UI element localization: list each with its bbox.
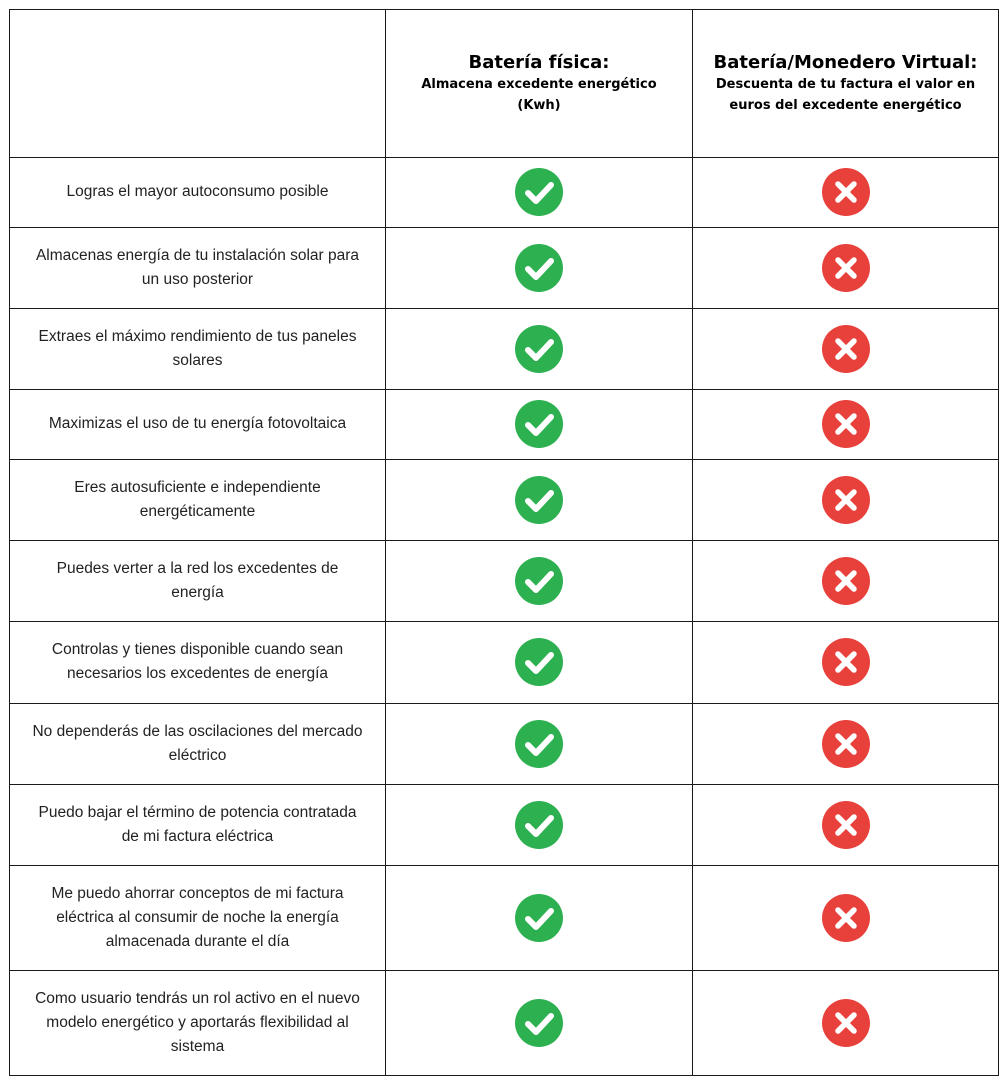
x-circle-icon bbox=[821, 998, 871, 1048]
table-row bbox=[10, 158, 999, 228]
feature-label: Puedo bajar el término de potencia contratada de mi factura eléctrica bbox=[10, 784, 386, 865]
virtual-cell bbox=[693, 459, 999, 540]
comparison-table bbox=[9, 9, 999, 1076]
check-circle-icon bbox=[514, 324, 564, 374]
feature-label: Maximizas el uso de tu energía fotovoltaica bbox=[10, 390, 386, 460]
comparison-body bbox=[10, 158, 999, 1076]
physical-cell bbox=[386, 622, 693, 703]
check-circle-icon bbox=[514, 243, 564, 293]
check-circle-icon bbox=[514, 893, 564, 943]
virtual-cell bbox=[693, 784, 999, 865]
header-physical-battery bbox=[386, 10, 693, 158]
table-row bbox=[10, 703, 999, 784]
physical-cell bbox=[386, 390, 693, 460]
physical-cell bbox=[386, 541, 693, 622]
x-circle-icon bbox=[821, 637, 871, 687]
x-circle-icon bbox=[821, 719, 871, 769]
feature-label: Me puedo ahorrar conceptos de mi factura eléctrica al consumir de noche la energía almacenada durante el día bbox=[10, 866, 386, 971]
physical-battery-subtitle: Almacena excedente energético (Kwh) bbox=[421, 76, 657, 113]
check-circle-icon bbox=[514, 719, 564, 769]
feature-label: Almacenas energía de tu instalación solar para un uso posterior bbox=[10, 227, 386, 308]
virtual-cell bbox=[693, 227, 999, 308]
check-circle-icon bbox=[514, 556, 564, 606]
feature-label: No dependerás de las oscilaciones del mercado eléctrico bbox=[10, 703, 386, 784]
feature-label: Eres autosuficiente e independiente energéticamente bbox=[10, 459, 386, 540]
virtual-cell bbox=[693, 308, 999, 389]
virtual-battery-subtitle: Descuenta de tu factura el valor en euros del excedente energético bbox=[715, 76, 976, 113]
check-circle-icon bbox=[514, 637, 564, 687]
table-row bbox=[10, 459, 999, 540]
x-circle-icon bbox=[821, 893, 871, 943]
virtual-cell bbox=[693, 390, 999, 460]
virtual-cell bbox=[693, 622, 999, 703]
virtual-cell bbox=[693, 866, 999, 971]
check-circle-icon bbox=[514, 167, 564, 217]
feature-label: Logras el mayor autoconsumo posible bbox=[10, 158, 386, 228]
comparison-table-wrapper bbox=[9, 9, 998, 1076]
feature-label: Puedes verter a la red los excedentes de energía bbox=[10, 541, 386, 622]
header-virtual-battery bbox=[693, 10, 999, 158]
table-row bbox=[10, 971, 999, 1076]
check-circle-icon bbox=[514, 998, 564, 1048]
x-circle-icon bbox=[821, 324, 871, 374]
table-row bbox=[10, 308, 999, 389]
virtual-cell bbox=[693, 703, 999, 784]
physical-battery-title: Batería física: bbox=[468, 51, 610, 73]
physical-cell bbox=[386, 158, 693, 228]
table-row bbox=[10, 541, 999, 622]
physical-cell bbox=[386, 459, 693, 540]
table-row bbox=[10, 390, 999, 460]
check-circle-icon bbox=[514, 475, 564, 525]
virtual-cell bbox=[693, 971, 999, 1076]
header-row bbox=[10, 10, 999, 158]
feature-label: Controlas y tienes disponible cuando sean necesarios los excedentes de energía bbox=[10, 622, 386, 703]
feature-label: Extraes el máximo rendimiento de tus paneles solares bbox=[10, 308, 386, 389]
virtual-battery-title: Batería/Monedero Virtual: bbox=[713, 51, 978, 73]
check-circle-icon bbox=[514, 800, 564, 850]
table-row bbox=[10, 866, 999, 971]
physical-cell bbox=[386, 308, 693, 389]
x-circle-icon bbox=[821, 243, 871, 293]
x-circle-icon bbox=[821, 475, 871, 525]
physical-cell bbox=[386, 971, 693, 1076]
header-empty-cell bbox=[10, 10, 386, 158]
physical-cell bbox=[386, 227, 693, 308]
x-circle-icon bbox=[821, 800, 871, 850]
x-circle-icon bbox=[821, 556, 871, 606]
virtual-cell bbox=[693, 158, 999, 228]
check-circle-icon bbox=[514, 399, 564, 449]
physical-cell bbox=[386, 703, 693, 784]
x-circle-icon bbox=[821, 167, 871, 217]
physical-cell bbox=[386, 784, 693, 865]
table-row bbox=[10, 784, 999, 865]
physical-cell bbox=[386, 866, 693, 971]
feature-label: Como usuario tendrás un rol activo en el nuevo modelo energético y aportarás flexibilidad al sistema bbox=[10, 971, 386, 1076]
table-row bbox=[10, 622, 999, 703]
virtual-cell bbox=[693, 541, 999, 622]
x-circle-icon bbox=[821, 399, 871, 449]
table-row bbox=[10, 227, 999, 308]
